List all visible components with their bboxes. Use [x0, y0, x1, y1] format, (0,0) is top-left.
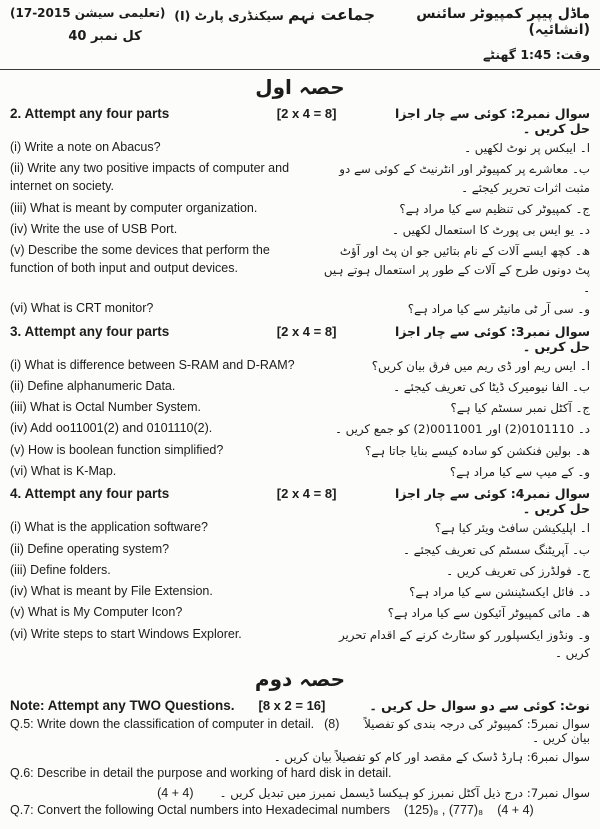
q7-text-ur: سوال نمبر7: درج ذیل آکٹل نمبرز کو ہیکسا ڈیسمل نمبرز میں تبدیل کریں ۔ — [219, 786, 590, 801]
question-part-row — [10, 519, 590, 537]
part-text-ur: و۔ کے میپ سے کیا مراد ہے؟ — [449, 464, 590, 479]
q5-marks: (8) — [324, 717, 340, 732]
question-4-section — [10, 486, 590, 662]
class-block — [174, 6, 375, 24]
question-part-row — [10, 200, 590, 218]
part-text-ur: ب۔ معاشرے پر کمپیوٹر اور انٹرنیٹ کے کوئی سے دو مثبت اثرات تحریر کیجئے ۔ — [339, 162, 590, 195]
part-text-ur: ھ۔ کچھ ایسے آلات کے نام بتائیں جو ان پٹ اور آؤٹ پٹ دونوں طرح کے آلات کے طور پر استعمال ہوتے ہیں ۔ — [323, 244, 590, 295]
part-text-en: (iii) What is meant by computer organization. — [10, 200, 258, 215]
section-title-en: 3. Attempt any four parts — [10, 323, 170, 339]
part-text-en: (iv) Write the use of USB Port. — [10, 222, 178, 237]
paper-header — [10, 6, 590, 62]
part-text-ur: ا۔ اپلیکیشن سافٹ ویئر کیا ہے؟ — [434, 521, 590, 536]
section-header — [10, 324, 590, 354]
part-text-en: (iii) What is Octal Number System. — [10, 400, 202, 415]
part-two-heading: حصہ دوم — [254, 667, 346, 692]
note-marks: [8 x 2 = 16] — [258, 698, 326, 714]
question-5-row — [10, 717, 590, 745]
part-text-ur: ا۔ ایس ریم اور ڈی ریم میں فرق بیان کریں؟ — [371, 358, 590, 373]
q7-numbers: (125)₈ , (777)₈ — [404, 803, 484, 818]
question-part-row — [10, 463, 590, 481]
section-marks: [2 x 4 = 8] — [276, 486, 337, 502]
paper-title: ماڈل پیپر کمپیوٹر سائنس (انشائیہ) — [416, 6, 590, 38]
question-part-row — [10, 604, 590, 622]
question-part-row — [10, 541, 590, 559]
header-divider — [0, 69, 600, 70]
question-part-row — [10, 160, 590, 197]
question-part-row — [10, 442, 590, 460]
part-text-en: (v) Describe the some devices that perform the function of both input and output devices. — [10, 243, 270, 275]
part-one-heading: حصہ اول — [255, 75, 345, 99]
part-text-ur: ج۔ کمپیوٹر کی تنظیم سے کیا مراد ہے؟ — [399, 201, 590, 216]
q6-text-en: Q.6: Describe in detail the purpose and working of hard disk in detail. — [10, 766, 392, 781]
part-text-ur: د۔ 0101110(2) اور 0011001(2) کو جمع کریں ۔ — [334, 422, 590, 437]
part-text-en: (i) What is the application software? — [10, 520, 209, 535]
question-part-row — [10, 300, 590, 318]
part-text-en: (iii) Define folders. — [10, 562, 111, 577]
question-part-row — [10, 399, 590, 417]
note-row — [10, 698, 590, 713]
secondary-part: سیکنڈری پارٹ (I) — [174, 8, 284, 23]
question-3-section — [10, 324, 590, 482]
exam-time: وقت: 1:45 گھنٹے — [482, 47, 590, 62]
question-part-row — [10, 562, 590, 580]
part-text-ur: ا۔ ایبکس پر نوٹ لکھیں ۔ — [464, 141, 590, 155]
question-part-row — [10, 139, 590, 157]
question-7-english-row — [10, 803, 590, 817]
question-part-row — [10, 583, 590, 601]
question-part-row — [10, 357, 590, 375]
part-text-en: (ii) Define alphanumeric Data. — [10, 378, 176, 393]
question-part-row — [10, 221, 590, 239]
section-title-ur: سوال نمبر2: کوئی سے چار اجزا حل کریں ۔ — [394, 106, 590, 136]
title-block — [375, 6, 590, 62]
section-marks: [2 x 4 = 8] — [276, 106, 337, 121]
q5-text-ur: سوال نمبر5: کمپیوٹر کی درجہ بندی کو تفصیلاً بیان کریں ۔ — [364, 717, 590, 746]
part-text-en: (iv) What is meant by File Extension. — [10, 584, 213, 599]
part-text-ur: ھ۔ بولین فنکشن کو سادہ کیسے بنایا جاتا ہے؟ — [364, 443, 590, 458]
session-block — [10, 6, 200, 44]
part-text-en: (v) What is My Computer Icon? — [10, 605, 183, 620]
section-marks: [2 x 4 = 8] — [276, 323, 337, 339]
note-text-en: Note: Attempt any TWO Questions. — [10, 698, 235, 714]
section-title-ur: سوال نمبر3: کوئی سے چار اجزا حل کریں ۔ — [394, 323, 590, 354]
total-marks: کل نمبر 40 — [68, 29, 142, 44]
part-text-en: (vi) What is K-Map. — [10, 463, 117, 478]
academic-session: (تعلیمی سیشن 2015-17) — [10, 6, 166, 20]
part-text-en: (ii) Write any two positive impacts of computer and internet on society. — [10, 161, 290, 193]
q7-marks-upper: (4 + 4) — [157, 786, 194, 801]
part-text-en: (v) How is boolean function simplified? — [10, 442, 224, 457]
part-text-en: (iv) Add oo11001(2) and 0101110(2). — [10, 421, 213, 436]
question-part-row — [10, 378, 590, 396]
part-text-en: (ii) Define operating system? — [10, 541, 170, 556]
part-text-en: (vi) What is CRT monitor? — [10, 301, 154, 316]
q7-text-en: Q.7: Convert the following Octal numbers into Hexadecimal numbers — [10, 803, 391, 818]
part-text-en: (i) What is difference between S-RAM and D-RAM? — [10, 357, 295, 372]
question-part-row — [10, 242, 590, 297]
note-text-ur: نوٹ: کوئی سے دو سوال حل کریں ۔ — [369, 698, 590, 714]
part-text-ur: و۔ ونڈوز ایکسپلورر کو سٹارٹ کرنے کے اقدام تحریر کریں ۔ — [338, 627, 590, 660]
section-title-en: 2. Attempt any four parts — [10, 106, 170, 121]
section-header — [10, 106, 590, 136]
question-part-row — [10, 420, 590, 438]
class-line — [174, 6, 375, 24]
part-text-ur: ب۔ الفا نیومیرک ڈیٹا کی تعریف کیجئے ۔ — [393, 379, 590, 394]
question-7-urdu-row — [10, 786, 590, 800]
part-text-ur: و۔ سی آر ٹی مانیٹر سے کیا مراد ہے؟ — [407, 302, 590, 317]
section-title-ur: سوال نمبر4: کوئی سے چار اجزا حل کریں ۔ — [394, 486, 590, 517]
question-2-section — [10, 106, 590, 319]
part-text-en: (vi) Write steps to start Windows Explorer. — [10, 626, 242, 641]
question-part-row — [10, 626, 590, 663]
q6-text-ur: سوال نمبر6: ہارڈ ڈسک کے مقصد اور کام کو تفصیلاً بیان کریں ۔ — [273, 750, 590, 765]
part-text-ur: ج۔ فولڈرز کی تعریف کریں ۔ — [446, 563, 590, 578]
part-text-ur: ج۔ آکٹل نمبر سسٹم کیا ہے؟ — [450, 401, 590, 416]
class-name: جماعت نہم — [288, 6, 375, 24]
q7-marks: (4 + 4) — [497, 803, 534, 818]
section-title-en: 4. Attempt any four parts — [10, 486, 170, 502]
part-text-en: (i) Write a note on Abacus? — [10, 140, 161, 154]
q5-text-en: Q.5: Write down the classification of computer in detail. — [10, 717, 315, 732]
section-header — [10, 486, 590, 516]
part-text-ur: د۔ یو ایس بی پورٹ کا استعمال لکھیں ۔ — [391, 223, 590, 238]
part-text-ur: ھ۔ مائی کمپیوٹر آئیکون سے کیا مراد ہے؟ — [387, 606, 590, 621]
part-text-ur: ب۔ آپریٹنگ سسٹم کی تعریف کیجئے ۔ — [403, 542, 590, 557]
part-text-ur: د۔ فائل ایکسٹینشن سے کیا مراد ہے؟ — [409, 585, 590, 600]
